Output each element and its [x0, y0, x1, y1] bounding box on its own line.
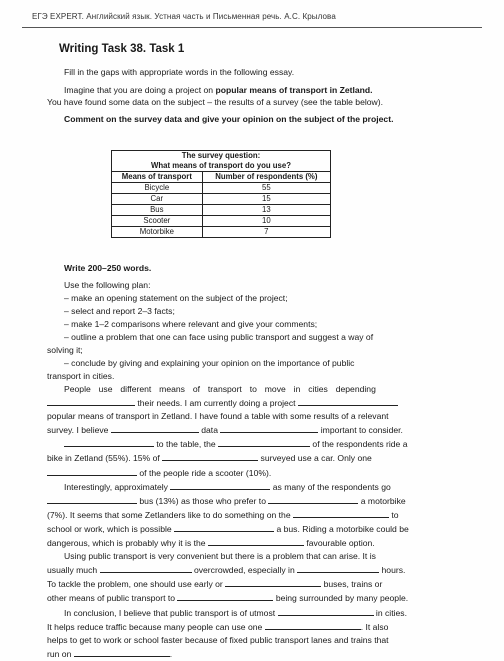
gap-blank[interactable]: [293, 508, 389, 518]
imagine-instruction: Imagine that you are doing a project on popular means of transport in Zetland.: [64, 85, 373, 95]
gap-blank[interactable]: [268, 494, 358, 504]
plan-item: – select and report 2–3 facts;: [64, 306, 175, 316]
essay-text: [47, 383, 457, 661]
gap-blank[interactable]: [47, 494, 137, 504]
table-row: Motorbike 7: [112, 227, 331, 238]
essay-line: to the table, the of the respondents ride a: [47, 437, 457, 451]
table-row: Bicycle 55: [112, 183, 331, 194]
table-header-row: [112, 172, 331, 183]
survey-question-label: The survey question:: [181, 151, 261, 160]
gap-blank[interactable]: [297, 563, 379, 573]
essay-line: bus (13%) as those who prefer to a motorbike: [47, 494, 457, 508]
essay-line: (7%). It seems that some Zetlanders like to do something on the to: [47, 509, 399, 520]
gap-blank[interactable]: [111, 423, 199, 433]
task-title: Writing Task 38. Task 1: [59, 43, 185, 55]
comment-instruction: Comment on the survey data and give your opinion on the subject of the project.: [64, 114, 394, 124]
essay-line: Interestingly, approximately as many of the respondents go: [64, 481, 391, 492]
gap-blank[interactable]: [64, 437, 154, 447]
plan-item: – make an opening statement on the subject of the project;: [64, 293, 288, 303]
essay-line: of the people ride a scooter (10%).: [47, 466, 457, 480]
essay-line: popular means of transport in Zetland. I have found a table with some results of a relevant: [47, 411, 389, 422]
gap-blank[interactable]: [298, 396, 398, 406]
plan-item: – outline a problem that one can face using public transport and suggest a way of: [64, 332, 374, 342]
essay-line: usually much overcrowded, especially in hours.: [47, 565, 406, 576]
essay-line: People use different means of transport to move in cities depending: [64, 384, 376, 394]
gap-blank[interactable]: [74, 647, 170, 657]
gap-blank[interactable]: [170, 480, 270, 490]
essay-line: other means of public transport to being surrounded by many people.: [47, 593, 409, 604]
plan-item: – conclude by giving and explaining your opinion on the importance of public: [64, 358, 355, 368]
word-count-instruction: Write 200–250 words.: [64, 263, 152, 273]
gap-blank[interactable]: [47, 396, 135, 406]
essay-line: their needs. I am currently doing a project: [47, 396, 457, 410]
col-header-means: Means of transport: [112, 172, 203, 183]
gap-blank[interactable]: [100, 563, 192, 573]
essay-line: survey. I believe data important to consider.: [47, 425, 403, 436]
gap-blank[interactable]: [177, 591, 273, 601]
page-header: ЕГЭ EXPERT. Английский язык. Устная часть и Письменная речь. А.С. Крылова: [32, 12, 336, 21]
essay-line: school or work, which is possible a bus. Riding a motorbike could be: [47, 523, 409, 534]
table-row: Car 15: [112, 194, 331, 205]
essay-line: Using public transport is very convenient but there is a problem that can arise. It is: [64, 551, 376, 562]
gap-blank[interactable]: [162, 451, 258, 461]
col-header-respondents: Number of respondents (%): [202, 172, 330, 183]
essay-line: In conclusion, I believe that public transport is of utmost in cities.: [64, 607, 407, 618]
gap-blank[interactable]: [218, 437, 310, 447]
plan-item-cont: solving it;: [47, 345, 83, 355]
fill-instruction: Fill in the gaps with appropriate words in the following essay.: [64, 67, 295, 77]
gap-blank[interactable]: [174, 522, 274, 532]
essay-line: dangerous, which is probably why it is the favourable option.: [47, 538, 375, 549]
table-row: Scooter 10: [112, 216, 331, 227]
gap-blank[interactable]: [220, 423, 318, 433]
survey-table: [111, 150, 331, 238]
plan-item-cont: transport in cities.: [47, 371, 115, 381]
table-row: Bus 13: [112, 205, 331, 216]
survey-question-row: [112, 151, 331, 172]
gap-blank[interactable]: [225, 577, 321, 587]
essay-line: run on .: [47, 648, 173, 659]
gap-blank[interactable]: [278, 606, 374, 616]
survey-question-text: What means of transport do you use?: [151, 161, 291, 170]
imagine-instruction-cont: You have found some data on the subject – the results of a survey (see the table below).: [47, 97, 384, 107]
gap-blank[interactable]: [47, 466, 137, 476]
header-divider: [22, 27, 482, 28]
plan-intro: Use the following plan:: [64, 280, 151, 290]
gap-blank[interactable]: [265, 620, 361, 630]
essay-line: It helps reduce traffic because many people can use one . It also: [47, 621, 389, 632]
essay-line: helps to get to work or school faster because of fixed public transport lanes and trains that: [47, 634, 389, 645]
essay-line: To tackle the problem, one should use early or buses, trains or: [47, 579, 383, 590]
essay-line: bike in Zetland (55%). 15% of surveyed use a car. Only one: [47, 453, 372, 464]
plan-item: – make 1–2 comparisons where relevant and give your comments;: [64, 319, 318, 329]
gap-blank[interactable]: [208, 536, 304, 546]
